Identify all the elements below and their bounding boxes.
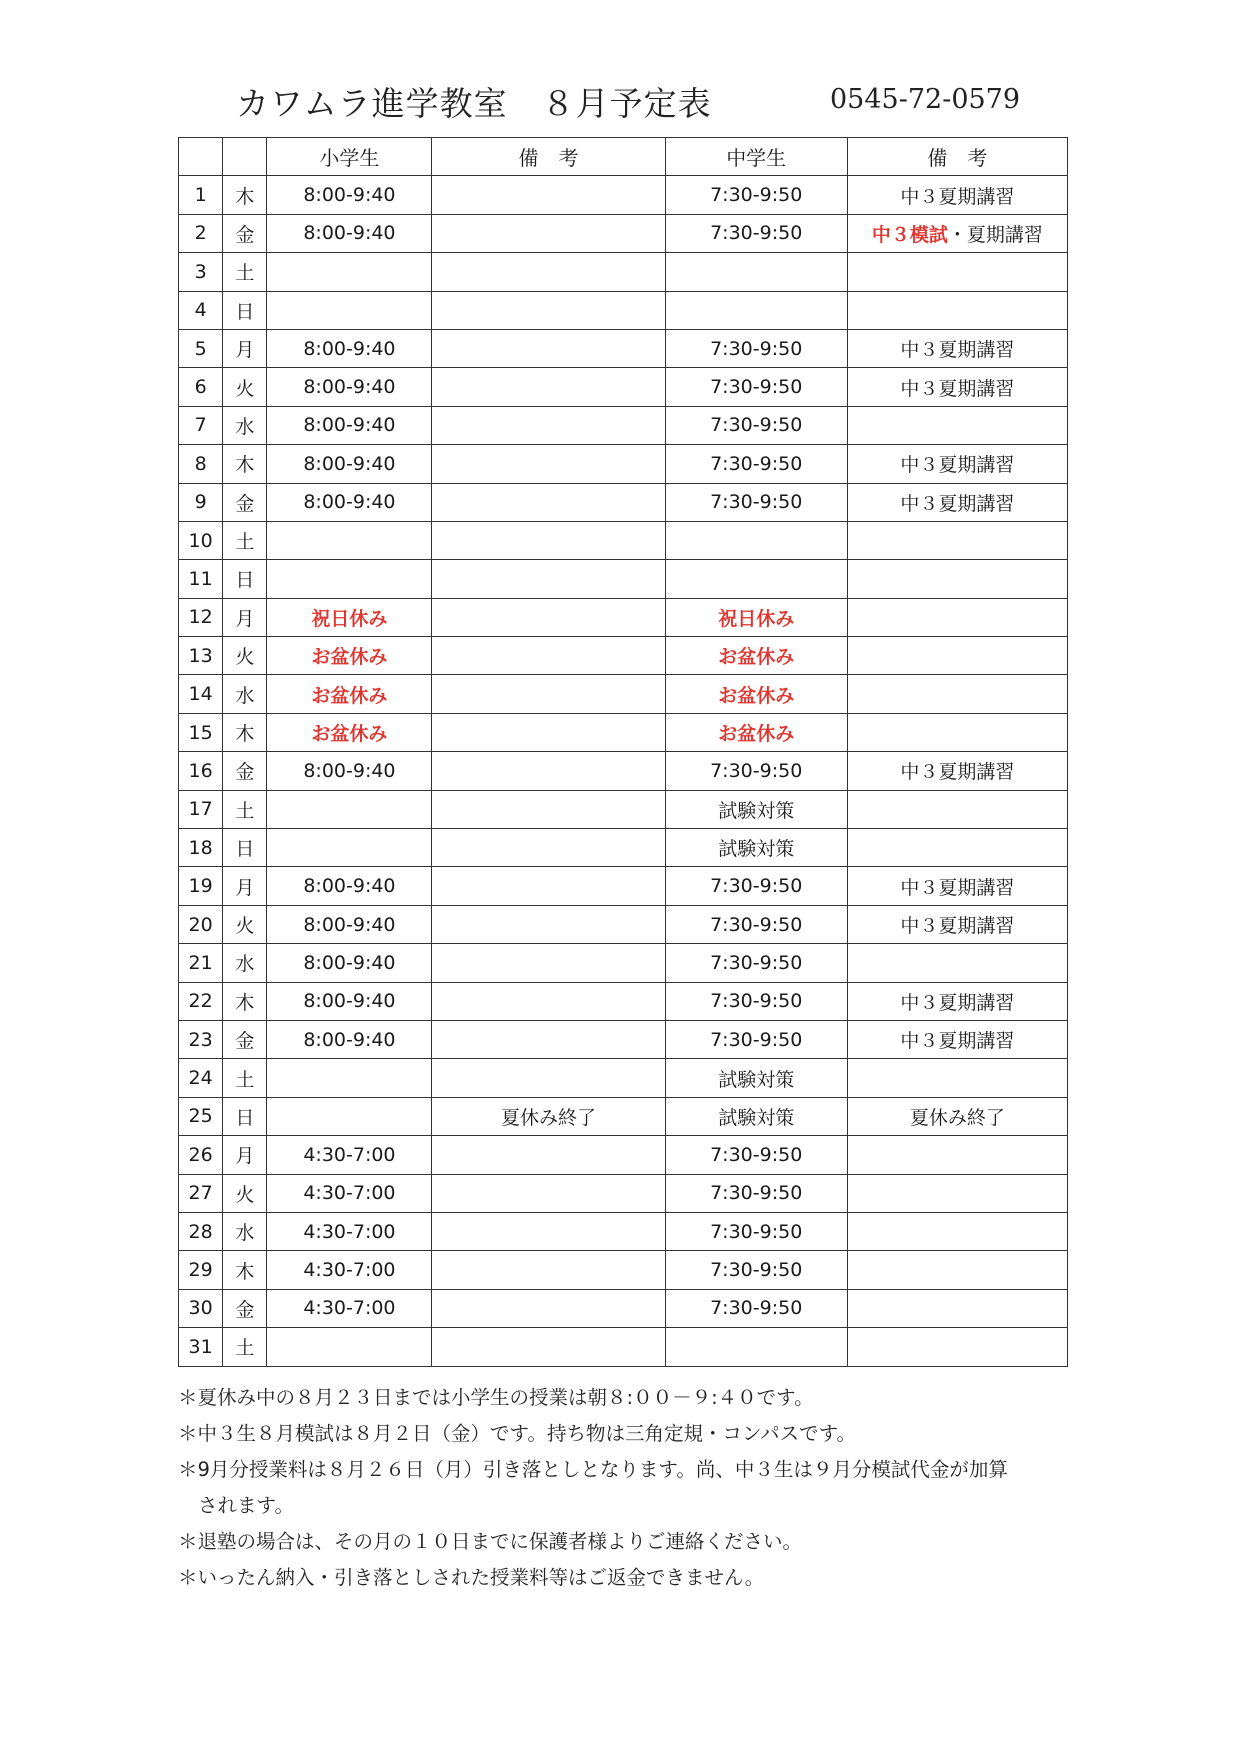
cell-notes-elementary <box>432 1328 665 1366</box>
cell-junior-high: 7:30-9:50 <box>665 1174 847 1212</box>
table-row <box>179 560 1068 598</box>
cell-notes-elementary <box>432 675 665 713</box>
cell-weekday: 金 <box>223 1020 267 1058</box>
cell-elementary: 8:00-9:40 <box>267 905 432 943</box>
cell-junior-high: 7:30-9:50 <box>665 867 847 905</box>
cell-weekday: 木 <box>223 176 267 214</box>
cell-weekday: 日 <box>223 829 267 867</box>
cell-weekday: 木 <box>223 982 267 1020</box>
cell-weekday: 金 <box>223 214 267 252</box>
cell-notes-elementary <box>432 1212 665 1250</box>
cell-weekday: 月 <box>223 867 267 905</box>
cell-notes-elementary <box>432 214 665 252</box>
cell-notes-elementary <box>432 1251 665 1289</box>
cell-day: 3 <box>179 253 223 291</box>
cell-elementary: お盆休み <box>267 675 432 713</box>
cell-notes-junior-high: 中３夏期講習 <box>847 445 1067 483</box>
table-row <box>179 368 1068 406</box>
cell-junior-high: 7:30-9:50 <box>665 1251 847 1289</box>
note-line: ＊退塾の場合は、その月の１０日までに保護者様よりご連絡ください。 <box>178 1530 803 1553</box>
cell-day: 20 <box>179 905 223 943</box>
cell-notes-elementary <box>432 253 665 291</box>
cell-elementary: お盆休み <box>267 637 432 675</box>
cell-day: 16 <box>179 752 223 790</box>
cell-day: 24 <box>179 1059 223 1097</box>
cell-junior-high: 7:30-9:50 <box>665 329 847 367</box>
cell-weekday: 火 <box>223 637 267 675</box>
cell-elementary <box>267 829 432 867</box>
cell-notes-junior-high <box>847 1212 1067 1250</box>
cell-junior-high <box>665 253 847 291</box>
cell-elementary: 8:00-9:40 <box>267 176 432 214</box>
cell-notes-elementary <box>432 982 665 1020</box>
cell-junior-high: お盆休み <box>665 675 847 713</box>
cell-day: 13 <box>179 637 223 675</box>
cell-elementary: 8:00-9:40 <box>267 944 432 982</box>
table-row <box>179 445 1068 483</box>
cell-notes-junior-high <box>847 560 1067 598</box>
cell-notes-junior-high: 中３夏期講習 <box>847 483 1067 521</box>
cell-notes-elementary <box>432 713 665 751</box>
cell-junior-high: お盆休み <box>665 713 847 751</box>
cell-weekday: 月 <box>223 1136 267 1174</box>
header <box>0 0 1242 140</box>
cell-day: 17 <box>179 790 223 828</box>
cell-notes-elementary <box>432 905 665 943</box>
cell-junior-high: 7:30-9:50 <box>665 982 847 1020</box>
table-row <box>179 905 1068 943</box>
cell-weekday: 水 <box>223 406 267 444</box>
header-elementary: 小学生 <box>267 138 432 176</box>
cell-notes-junior-high: 中３夏期講習 <box>847 867 1067 905</box>
cell-day: 22 <box>179 982 223 1020</box>
cell-notes-elementary <box>432 406 665 444</box>
table-row <box>179 1174 1068 1212</box>
cell-notes-junior-high: 中３夏期講習 <box>847 1020 1067 1058</box>
cell-junior-high <box>665 521 847 559</box>
cell-weekday: 月 <box>223 598 267 636</box>
header-junior-high: 中学生 <box>665 138 847 176</box>
mock-exam-label: 中３模試 <box>871 223 948 246</box>
cell-notes-elementary <box>432 483 665 521</box>
cell-junior-high: 試験対策 <box>665 1097 847 1135</box>
schedule-table <box>178 137 1068 1367</box>
cell-day: 31 <box>179 1328 223 1366</box>
cell-junior-high: 試験対策 <box>665 1059 847 1097</box>
table-row <box>179 329 1068 367</box>
cell-notes-junior-high <box>847 1251 1067 1289</box>
cell-junior-high: 7:30-9:50 <box>665 1020 847 1058</box>
table-header-row <box>179 138 1068 176</box>
cell-notes-junior-high <box>847 253 1067 291</box>
cell-day: 9 <box>179 483 223 521</box>
cell-elementary: 祝日休み <box>267 598 432 636</box>
cell-elementary <box>267 560 432 598</box>
cell-elementary: 8:00-9:40 <box>267 368 432 406</box>
cell-elementary: 8:00-9:40 <box>267 867 432 905</box>
cell-notes-junior-high <box>847 291 1067 329</box>
table-row <box>179 521 1068 559</box>
cell-junior-high: お盆休み <box>665 637 847 675</box>
cell-elementary: 8:00-9:40 <box>267 445 432 483</box>
cell-elementary: 8:00-9:40 <box>267 214 432 252</box>
cell-elementary <box>267 1059 432 1097</box>
cell-day: 2 <box>179 214 223 252</box>
table-row <box>179 214 1068 252</box>
cell-weekday: 月 <box>223 329 267 367</box>
cell-junior-high <box>665 291 847 329</box>
note-line: ＊夏休み中の８月２３日までは小学生の授業は朝８:００－９:４０です。 <box>178 1386 814 1409</box>
cell-notes-junior-high <box>847 829 1067 867</box>
cell-elementary: 8:00-9:40 <box>267 1020 432 1058</box>
cell-elementary: 4:30-7:00 <box>267 1174 432 1212</box>
cell-day: 21 <box>179 944 223 982</box>
cell-elementary <box>267 790 432 828</box>
cell-notes-junior-high: 中３夏期講習 <box>847 982 1067 1020</box>
cell-notes-elementary <box>432 1289 665 1327</box>
cell-junior-high: 7:30-9:50 <box>665 1212 847 1250</box>
cell-junior-high: 7:30-9:50 <box>665 1289 847 1327</box>
cell-day: 25 <box>179 1097 223 1135</box>
cell-elementary: 8:00-9:40 <box>267 982 432 1020</box>
table-row <box>179 598 1068 636</box>
table-row <box>179 1328 1068 1366</box>
cell-notes-junior-high <box>847 675 1067 713</box>
cell-weekday: 土 <box>223 253 267 291</box>
phone-number: 0545-72-0579 <box>830 84 1021 115</box>
cell-weekday: 土 <box>223 1328 267 1366</box>
cell-elementary: 4:30-7:00 <box>267 1136 432 1174</box>
cell-weekday: 水 <box>223 675 267 713</box>
header-weekday <box>223 138 267 176</box>
cell-notes-elementary <box>432 944 665 982</box>
cell-elementary: 4:30-7:00 <box>267 1212 432 1250</box>
cell-weekday: 木 <box>223 445 267 483</box>
cell-elementary: 4:30-7:00 <box>267 1251 432 1289</box>
table-row <box>179 713 1068 751</box>
cell-day: 6 <box>179 368 223 406</box>
cell-notes-elementary: 夏休み終了 <box>432 1097 665 1135</box>
cell-junior-high <box>665 1328 847 1366</box>
cell-weekday: 日 <box>223 560 267 598</box>
cell-notes-junior-high <box>847 214 1067 252</box>
cell-notes-elementary <box>432 1136 665 1174</box>
table-row <box>179 1212 1068 1250</box>
cell-notes-elementary <box>432 829 665 867</box>
cell-day: 12 <box>179 598 223 636</box>
cell-notes-elementary <box>432 176 665 214</box>
cell-day: 7 <box>179 406 223 444</box>
note-line: ＊いったん納入・引き落としされた授業料等はご返金できません。 <box>178 1566 765 1589</box>
cell-junior-high: 7:30-9:50 <box>665 214 847 252</box>
cell-notes-junior-high <box>847 1136 1067 1174</box>
cell-weekday: 木 <box>223 1251 267 1289</box>
table-row <box>179 483 1068 521</box>
table-row <box>179 637 1068 675</box>
cell-notes-junior-high <box>847 406 1067 444</box>
cell-notes-junior-high <box>847 1059 1067 1097</box>
table-row <box>179 790 1068 828</box>
cell-day: 15 <box>179 713 223 751</box>
cell-weekday: 金 <box>223 1289 267 1327</box>
cell-day: 30 <box>179 1289 223 1327</box>
cell-weekday: 日 <box>223 1097 267 1135</box>
cell-weekday: 土 <box>223 1059 267 1097</box>
header-notes-elementary: 備 考 <box>432 138 665 176</box>
cell-notes-junior-high <box>847 598 1067 636</box>
note-rest-label: ・夏期講習 <box>947 223 1043 246</box>
cell-junior-high: 祝日休み <box>665 598 847 636</box>
cell-notes-junior-high: 中３夏期講習 <box>847 368 1067 406</box>
table-row <box>179 675 1068 713</box>
cell-weekday: 火 <box>223 905 267 943</box>
cell-notes-junior-high <box>847 637 1067 675</box>
cell-weekday: 水 <box>223 1212 267 1250</box>
cell-notes-elementary <box>432 291 665 329</box>
cell-notes-elementary <box>432 752 665 790</box>
table-row <box>179 1289 1068 1327</box>
table-row <box>179 1251 1068 1289</box>
cell-weekday: 日 <box>223 291 267 329</box>
table-row <box>179 944 1068 982</box>
cell-day: 18 <box>179 829 223 867</box>
cell-day: 4 <box>179 291 223 329</box>
cell-notes-elementary <box>432 560 665 598</box>
cell-weekday: 火 <box>223 1174 267 1212</box>
cell-notes-junior-high <box>847 790 1067 828</box>
cell-day: 19 <box>179 867 223 905</box>
cell-elementary <box>267 1328 432 1366</box>
cell-elementary <box>267 1097 432 1135</box>
cell-weekday: 金 <box>223 483 267 521</box>
table-row <box>179 291 1068 329</box>
cell-elementary: お盆休み <box>267 713 432 751</box>
cell-notes-elementary <box>432 368 665 406</box>
cell-notes-junior-high: 中３夏期講習 <box>847 752 1067 790</box>
cell-notes-junior-high <box>847 1289 1067 1327</box>
cell-notes-elementary <box>432 1174 665 1212</box>
cell-junior-high: 7:30-9:50 <box>665 752 847 790</box>
cell-notes-elementary <box>432 867 665 905</box>
cell-notes-elementary <box>432 1059 665 1097</box>
table-row <box>179 176 1068 214</box>
note-line: されます。 <box>198 1494 294 1517</box>
cell-notes-elementary <box>432 521 665 559</box>
cell-elementary <box>267 521 432 559</box>
cell-elementary: 8:00-9:40 <box>267 329 432 367</box>
cell-notes-elementary <box>432 598 665 636</box>
cell-day: 23 <box>179 1020 223 1058</box>
notes-section <box>178 1380 1138 1596</box>
cell-notes-elementary <box>432 637 665 675</box>
table-row <box>179 752 1068 790</box>
cell-junior-high: 試験対策 <box>665 790 847 828</box>
cell-junior-high: 7:30-9:50 <box>665 1136 847 1174</box>
cell-notes-elementary <box>432 790 665 828</box>
cell-day: 10 <box>179 521 223 559</box>
cell-day: 1 <box>179 176 223 214</box>
cell-day: 14 <box>179 675 223 713</box>
cell-junior-high: 7:30-9:50 <box>665 406 847 444</box>
note-line: ＊中３生８月模試は８月２日（金）です。持ち物は三角定規・コンパスです。 <box>178 1422 857 1445</box>
cell-elementary: 8:00-9:40 <box>267 406 432 444</box>
table-row <box>179 253 1068 291</box>
cell-junior-high: 7:30-9:50 <box>665 445 847 483</box>
table-row <box>179 1097 1068 1135</box>
cell-elementary: 8:00-9:40 <box>267 752 432 790</box>
header-notes-junior-high: 備 考 <box>847 138 1067 176</box>
cell-elementary: 4:30-7:00 <box>267 1289 432 1327</box>
cell-weekday: 金 <box>223 752 267 790</box>
cell-notes-elementary <box>432 1020 665 1058</box>
cell-weekday: 水 <box>223 944 267 982</box>
cell-notes-junior-high: 中３夏期講習 <box>847 329 1067 367</box>
table-row <box>179 829 1068 867</box>
cell-weekday: 土 <box>223 521 267 559</box>
cell-day: 26 <box>179 1136 223 1174</box>
table-row <box>179 867 1068 905</box>
cell-junior-high: 試験対策 <box>665 829 847 867</box>
cell-notes-junior-high: 中３夏期講習 <box>847 176 1067 214</box>
cell-weekday: 木 <box>223 713 267 751</box>
schedule-body <box>179 176 1068 1366</box>
cell-weekday: 火 <box>223 368 267 406</box>
cell-weekday: 土 <box>223 790 267 828</box>
cell-junior-high: 7:30-9:50 <box>665 368 847 406</box>
cell-junior-high: 7:30-9:50 <box>665 944 847 982</box>
cell-junior-high: 7:30-9:50 <box>665 483 847 521</box>
cell-elementary: 8:00-9:40 <box>267 483 432 521</box>
table-row <box>179 982 1068 1020</box>
cell-day: 29 <box>179 1251 223 1289</box>
note-line: ＊9月分授業料は８月２６日（月）引き落としとなります。尚、中３生は９月分模試代金が加算 <box>178 1458 1008 1481</box>
table-row <box>179 1020 1068 1058</box>
cell-notes-elementary <box>432 445 665 483</box>
cell-notes-junior-high: 中３夏期講習 <box>847 905 1067 943</box>
header-day <box>179 138 223 176</box>
cell-notes-elementary <box>432 329 665 367</box>
table-row <box>179 1136 1068 1174</box>
cell-day: 5 <box>179 329 223 367</box>
cell-notes-junior-high <box>847 1328 1067 1366</box>
table-row <box>179 406 1068 444</box>
cell-junior-high: 7:30-9:50 <box>665 176 847 214</box>
table-row <box>179 1059 1068 1097</box>
cell-notes-junior-high <box>847 944 1067 982</box>
cell-notes-junior-high <box>847 1174 1067 1212</box>
cell-junior-high: 7:30-9:50 <box>665 905 847 943</box>
cell-elementary <box>267 253 432 291</box>
cell-day: 8 <box>179 445 223 483</box>
cell-junior-high <box>665 560 847 598</box>
cell-day: 28 <box>179 1212 223 1250</box>
cell-day: 27 <box>179 1174 223 1212</box>
cell-notes-junior-high: 夏休み終了 <box>847 1097 1067 1135</box>
cell-notes-junior-high <box>847 713 1067 751</box>
cell-notes-junior-high <box>847 521 1067 559</box>
page-title: カワムラ進学教室 ８月予定表 <box>236 84 712 123</box>
cell-day: 11 <box>179 560 223 598</box>
cell-elementary <box>267 291 432 329</box>
